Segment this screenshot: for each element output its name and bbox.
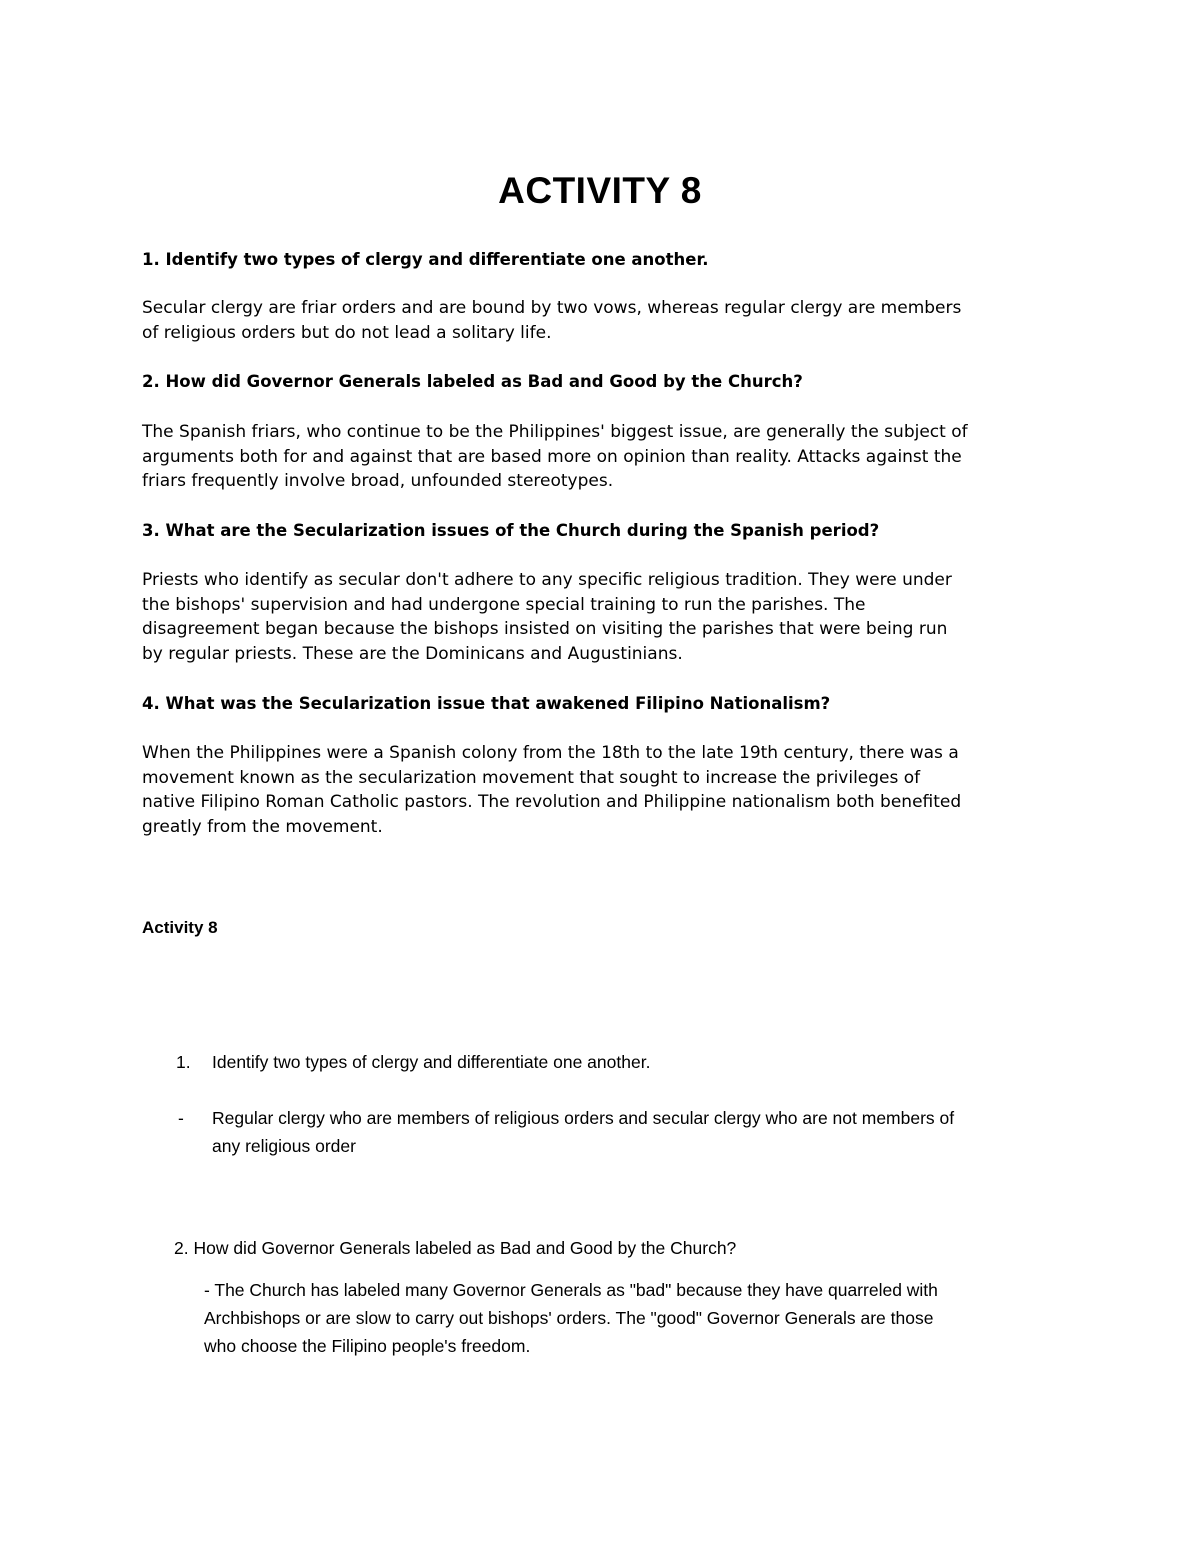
answer-3-line: the bishops' supervision and had undergone special training to run the parishes. The (142, 594, 866, 615)
question-3: 3. What are the Secularization issues of the Church during the Spanish period? (142, 521, 880, 540)
question-1-alt: Identify two types of clergy and differentiate one another. (212, 1052, 651, 1072)
answer-1-line: of religious orders but do not lead a solitary life. (142, 322, 552, 343)
answer-2-alt-line: Archbishops or are slow to carry out bishops' orders. The "good" Governor Generals are those (204, 1308, 934, 1328)
answer-4 (142, 741, 1072, 840)
answer-4-line: When the Philippines were a Spanish colony from the 18th to the late 19th century, there was a (142, 743, 959, 763)
question-4: 4. What was the Secularization issue that awakened Filipino Nationalism? (142, 694, 831, 713)
answer-3-line: disagreement began because the bishops insisted on visiting the parishes that were being run (142, 619, 948, 640)
list-number: 1. (176, 1052, 191, 1072)
answer-4-line: greatly from the movement. (142, 817, 383, 838)
page-title: ACTIVITY 8 (498, 170, 702, 211)
answer-3-line: by regular priests. These are the Dominicans and Augustinians. (142, 644, 683, 665)
answer-2-alt-line: - The Church has labeled many Governor Generals as "bad" because they have quarreled with (204, 1280, 938, 1300)
question-1: 1. Identify two types of clergy and differentiate one another. (142, 250, 709, 269)
answer-4-line: movement known as the secularization movement that sought to increase the privileges of (142, 767, 921, 788)
answer-2-line: arguments both for and against that are based more on opinion than reality. Attacks against the (142, 446, 962, 467)
answer-2-alt (204, 1276, 938, 1360)
answer-1-alt (212, 1104, 954, 1160)
question-2-alt: 2. How did Governor Generals labeled as Bad and Good by the Church? (174, 1238, 737, 1258)
section-heading: Activity 8 (142, 918, 218, 937)
answer-1-line: Secular clergy are friar orders and are bound by two vows, whereas regular clergy are members (142, 298, 962, 318)
answer-1 (142, 296, 1072, 345)
answer-1-alt-line: Regular clergy who are members of religious orders and secular clergy who are not members of (212, 1108, 955, 1128)
question-2: 2. How did Governor Generals labeled as Bad and Good by the Church? (142, 372, 803, 391)
answer-2 (142, 420, 1072, 494)
answer-2-line: friars frequently involve broad, unfounded stereotypes. (142, 471, 614, 492)
answer-3 (142, 568, 1072, 667)
answer-2-line: The Spanish friars, who continue to be the Philippines' biggest issue, are generally the subject of (142, 422, 968, 442)
answer-3-line: Priests who identify as secular don't adhere to any specific religious tradition. They were under (142, 570, 952, 590)
list-dash: - (178, 1108, 184, 1128)
answer-1-alt-line: any religious order (212, 1136, 356, 1156)
answer-4-line: native Filipino Roman Catholic pastors. The revolution and Philippine nationalism both benefited (142, 792, 962, 813)
answer-2-alt-line: who choose the Filipino people's freedom. (204, 1336, 531, 1356)
